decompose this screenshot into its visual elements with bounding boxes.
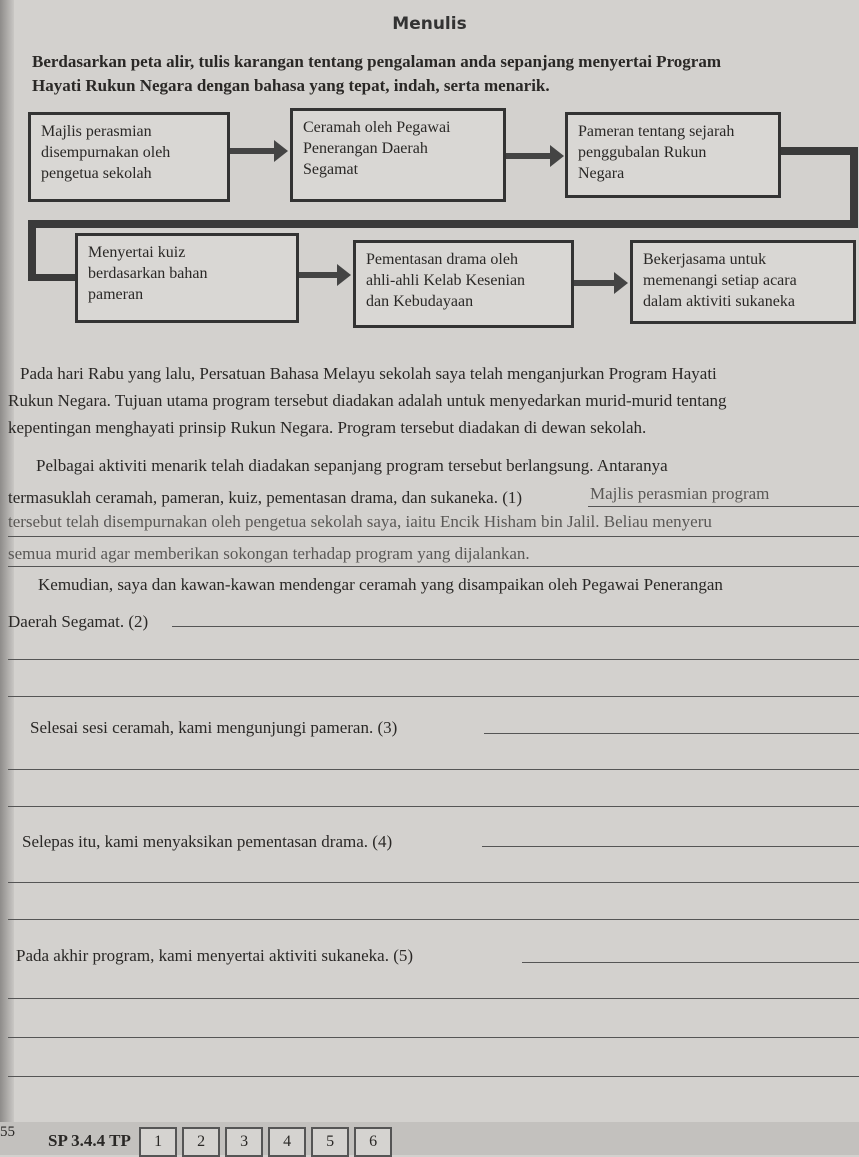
answer-1-text: Majlis perasmian program (590, 484, 770, 503)
flow-connector (28, 220, 36, 280)
answer-line[interactable] (8, 536, 859, 537)
answer-1-text: semua murid agar memberikan sokongan terhadap program yang dijalankan. (8, 544, 530, 563)
answer-line[interactable] (8, 1037, 859, 1038)
essay-text-line: Pada hari Rabu yang lalu, Persatuan Bahasa Melayu sekolah saya telah menganjurkan Program Hayati (20, 364, 717, 383)
flow-connector (850, 147, 858, 227)
answer-1-text: tersebut telah disempurnakan oleh pengetua sekolah saya, iaitu Encik Hisham bin Jalil. Beliau menyeru (8, 512, 712, 531)
answer-line[interactable] (8, 659, 859, 660)
flow-step-4: Menyertai kuiz berdasarkan bahan pameran (75, 233, 299, 323)
prompt-text: Daerah Segamat. (2) (8, 612, 149, 631)
instruction-line: Hayati Rukun Negara dengan bahasa yang tepat, indah, serta menarik. (32, 76, 550, 95)
tp-level-box[interactable]: 2 (182, 1127, 220, 1157)
tp-level-box[interactable]: 6 (354, 1127, 392, 1157)
tp-level-box[interactable]: 3 (225, 1127, 263, 1157)
answer-line[interactable] (8, 806, 859, 807)
answer-line[interactable] (8, 696, 859, 697)
answer-line[interactable] (482, 846, 859, 847)
tp-label: TP (109, 1130, 130, 1150)
answer-line[interactable] (8, 919, 859, 920)
arrow-icon (299, 272, 339, 278)
answer-line[interactable] (522, 962, 859, 963)
tp-level-box[interactable]: 5 (311, 1127, 349, 1157)
answer-line[interactable] (588, 506, 859, 507)
essay-text-line: kepentingan menghayati prinsip Rukun Negara. Program tersebut diadakan di dewan sekolah. (8, 418, 647, 437)
flow-step-6: Bekerjasama untuk memenangi setiap acara dalam aktiviti sukaneka (630, 240, 856, 324)
sp-code: SP 3.4.4 (48, 1130, 106, 1150)
answer-line[interactable] (8, 1076, 859, 1077)
essay-text-line: Rukun Negara. Tujuan utama program tersebut diadakan adalah untuk menyedarkan murid-murid tentang (8, 391, 727, 410)
tp-level-box[interactable]: 1 (139, 1127, 177, 1157)
flow-connector (28, 274, 75, 281)
prompt-text: Pada akhir program, kami menyertai aktiviti sukaneka. (5) (16, 946, 414, 965)
prompt-text: Kemudian, saya dan kawan-kawan mendengar ceramah yang disampaikan oleh Pegawai Penerangan (38, 575, 723, 594)
instruction-line: Berdasarkan peta alir, tulis karangan tentang pengalaman anda sepanjang menyertai Program (32, 52, 722, 71)
page-title: Menulis (392, 14, 467, 34)
answer-line[interactable] (8, 882, 859, 883)
arrow-icon (506, 153, 552, 159)
answer-line[interactable] (172, 626, 859, 627)
flow-connector (780, 147, 858, 155)
answer-line[interactable] (8, 566, 859, 567)
answer-line[interactable] (8, 998, 859, 999)
answer-line[interactable] (484, 733, 859, 734)
prompt-text: Selesai sesi ceramah, kami mengunjungi pameran. (3) (30, 718, 398, 737)
flow-step-1: Majlis perasmian disempurnakan oleh pengetua sekolah (28, 112, 230, 202)
arrow-icon (574, 280, 616, 286)
essay-text-line: termasuklah ceramah, pameran, kuiz, pementasan drama, dan sukaneka. (1) (8, 488, 523, 507)
flow-step-2: Ceramah oleh Pegawai Penerangan Daerah Segamat (290, 108, 506, 202)
flow-step-5: Pementasan drama oleh ahli-ahli Kelab Kesenian dan Kebudayaan (353, 240, 574, 328)
arrow-icon (230, 148, 276, 154)
page-number: 55 (0, 1124, 15, 1140)
footer-standard (48, 1127, 392, 1157)
flow-connector (28, 220, 858, 228)
answer-line[interactable] (8, 769, 859, 770)
prompt-text: Selepas itu, kami menyaksikan pementasan drama. (4) (22, 832, 393, 851)
essay-text-line: Pelbagai aktiviti menarik telah diadakan sepanjang program tersebut berlangsung. Antaranya (36, 456, 668, 475)
tp-level-box[interactable]: 4 (268, 1127, 306, 1157)
page-binding-edge (0, 0, 14, 1155)
flow-step-3: Pameran tentang sejarah penggubalan Rukun Negara (565, 112, 781, 198)
